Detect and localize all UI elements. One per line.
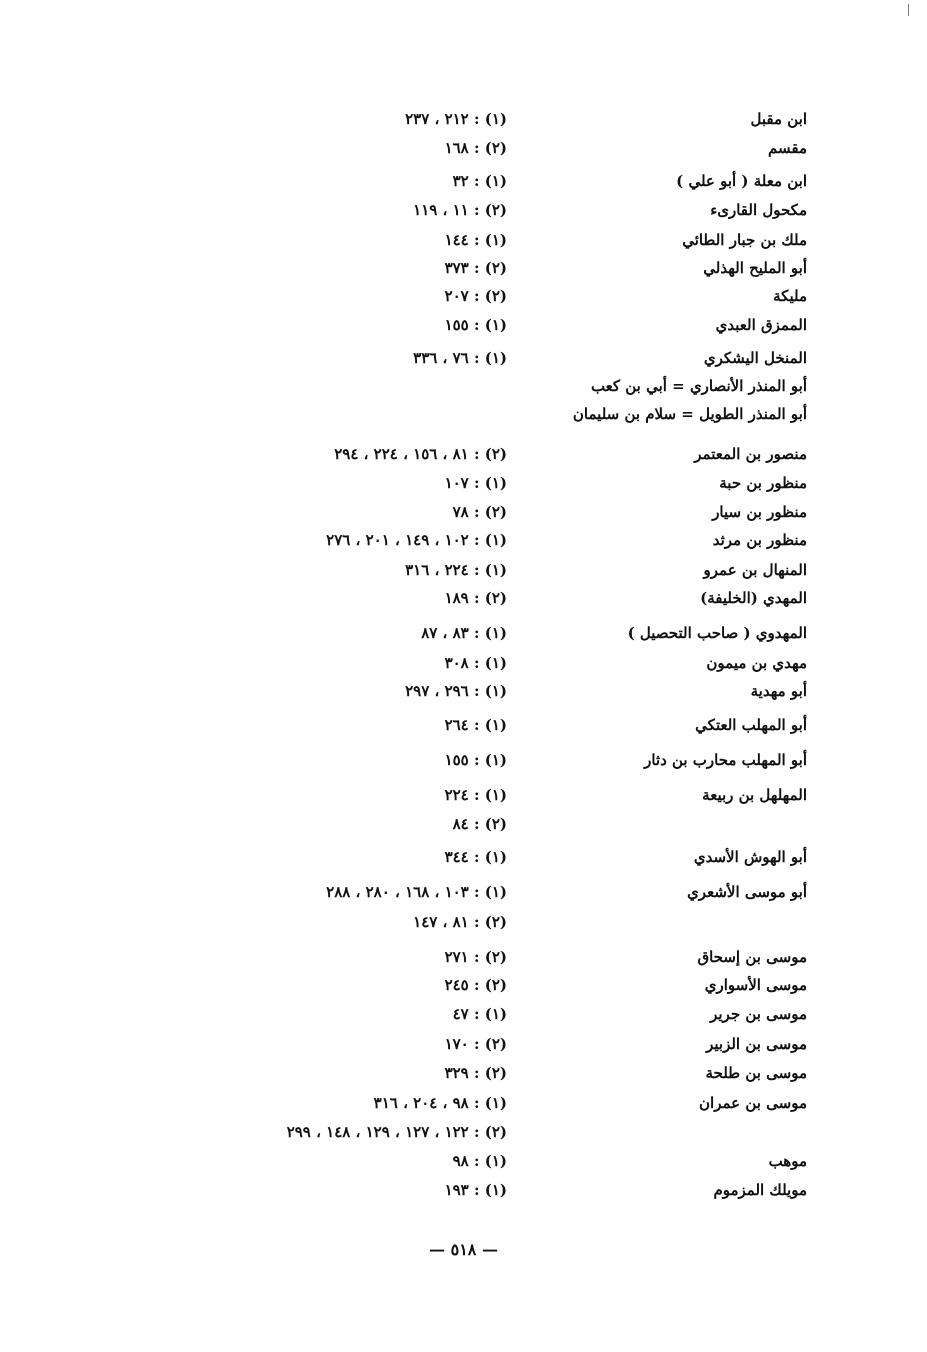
entry-refs: (١) : ١٩٣ (444, 1181, 507, 1199)
entry-refs: (٢) : ٢٧١ (444, 948, 507, 966)
index-entry (0, 712, 927, 738)
entry-name: المهدوي ( صاحب التحصيل ) (627, 624, 807, 642)
entry-refs: (٢) : ١٨٩ (444, 589, 507, 607)
entry-refs: (١) : ٩٨ ، ٢٠٤ ، ٣١٦ (373, 1094, 507, 1112)
index-entry (0, 678, 927, 704)
entry-name: المهدي (الخليفة) (700, 589, 807, 607)
entry-name: موهب (768, 1152, 807, 1170)
entry-name: أبو موسى الأشعري (687, 883, 807, 901)
entry-name: موسى بن طلحة (705, 1064, 807, 1082)
entry-refs: (١) : ٣٤٤ (444, 848, 507, 866)
entry-name: مهدي بن ميمون (706, 654, 807, 672)
entry-name: أبو المنذر الأنصاري = أبي بن كعب (590, 377, 807, 395)
entry-name: منظور بن سيار (712, 503, 807, 521)
entry-name: أبو المليح الهذلي (703, 259, 807, 277)
entry-refs: (٢) : ٨١ ، ١٤٧ (413, 913, 507, 931)
index-entry (0, 585, 927, 611)
index-entry (0, 1177, 927, 1203)
index-entry (0, 650, 927, 676)
index-entry (0, 373, 927, 399)
index-entry (0, 441, 927, 467)
index-entry (0, 557, 927, 583)
index-entry (0, 168, 927, 194)
entry-name: المهلهل بن ربيعة (702, 786, 807, 804)
entry-name: موسى بن الزبير (706, 1035, 807, 1053)
entry-refs: (١) : ٤٧ (452, 1005, 507, 1023)
entry-refs: (١) : ١٠٧ (444, 474, 507, 492)
index-entry (0, 106, 927, 132)
entry-name: منصور بن المعتمر (694, 445, 807, 463)
entry-refs: (١) : ٢٢٤ (444, 786, 507, 804)
entry-refs: (١) : ٢٩٦ ، ٢٩٧ (405, 682, 507, 700)
page-number: — ٥١٨ — (429, 1240, 498, 1259)
index-entry (0, 255, 927, 281)
index-entry (0, 1001, 927, 1027)
entry-refs: (٢) : ٣٢٩ (444, 1064, 507, 1082)
index-entry (0, 283, 927, 309)
entry-name: أبو المنذر الطويل = سلام بن سليمان (572, 405, 807, 423)
entry-refs: (١) : ١٠٢ ، ١٤٩ ، ٢٠١ ، ٢٧٦ (326, 531, 507, 549)
entry-name: أبو المهلب محارب بن دثار (644, 751, 807, 769)
entry-name: مليكة (773, 287, 807, 305)
entry-refs: (١) : ٩٨ (452, 1152, 507, 1170)
entry-name: مويلك المزموم (713, 1181, 807, 1199)
index-entry (0, 345, 927, 371)
index-entry (0, 620, 927, 646)
entry-refs: (١) : ١٥٥ (444, 751, 507, 769)
entry-refs: (١) : ١٤٤ (444, 231, 507, 249)
index-entry (0, 879, 927, 905)
index-entry (0, 470, 927, 496)
index-entry (0, 747, 927, 773)
index-entry (0, 401, 927, 427)
index-entry (0, 1031, 927, 1057)
entry-refs: (١) : ٣٠٨ (444, 654, 507, 672)
entry-refs: (٢) : ٣٧٣ (444, 259, 507, 277)
index-entry (0, 227, 927, 253)
entry-refs: (١) : ٢١٢ ، ٢٣٧ (405, 110, 507, 128)
index-entry (0, 1119, 927, 1145)
index-entry (0, 312, 927, 338)
index-entry (0, 135, 927, 161)
entry-refs: (٢) : ١٢٢ ، ١٢٧ ، ١٢٩ ، ١٤٨ ، ٢٩٩ (286, 1123, 507, 1141)
entry-name: منظور بن حبة (719, 474, 807, 492)
entry-name: ابن معلة ( أبو علي ) (676, 172, 807, 190)
entry-refs: (١) : ٣٢ (452, 172, 507, 190)
entry-refs: (١) : ١٥٥ (444, 316, 507, 334)
index-entry (0, 944, 927, 970)
entry-name: مكحول القارىء (710, 201, 807, 219)
entry-refs: (١) : ٢٦٤ (444, 716, 507, 734)
entry-refs: (٢) : ١١ ، ١١٩ (413, 201, 507, 219)
entry-refs: (٢) : ٧٨ (452, 503, 507, 521)
entry-name: موسى بن جرير (710, 1005, 807, 1023)
entry-name: أبو المهلب العتكي (695, 716, 807, 734)
index-entry (0, 1090, 927, 1116)
index-entry (0, 1148, 927, 1174)
entry-name: المنخل اليشكري (703, 349, 807, 367)
scan-mark (908, 4, 909, 16)
index-entry (0, 197, 927, 223)
entry-refs: (٢) : ٢٠٧ (444, 287, 507, 305)
index-entry (0, 909, 927, 935)
entry-name: المنهال بن عمرو (703, 561, 807, 579)
entry-refs: (٢) : ٢٤٥ (444, 976, 507, 994)
entry-name: ابن مقبل (750, 110, 807, 128)
entry-name: منظور بن مرثد (712, 531, 807, 549)
entry-name: الممزق العبدي (715, 316, 807, 334)
entry-refs: (٢) : ١٧٠ (444, 1035, 507, 1053)
entry-refs: (٢) : ٨٤ (452, 815, 507, 833)
entry-name: مقسم (768, 139, 807, 157)
index-entry (0, 782, 927, 808)
entry-name: موسى بن إسحاق (697, 948, 807, 966)
entry-refs: (١) : ٨٣ ، ٨٧ (421, 624, 507, 642)
entry-name: أبو الهوش الأسدي (693, 848, 807, 866)
entry-name: موسى بن عمران (699, 1094, 807, 1112)
entry-refs: (٢) : ٨١ ، ١٥٦ ، ٢٢٤ ، ٢٩٤ (334, 445, 507, 463)
entry-refs: (١) : ٢٢٤ ، ٣١٦ (405, 561, 507, 579)
entry-name: ملك بن جبار الطائي (682, 231, 807, 249)
entry-refs: (٢) : ١٦٨ (444, 139, 507, 157)
index-entry (0, 499, 927, 525)
entry-refs: (١) : ١٠٣ ، ١٦٨ ، ٢٨٠ ، ٢٨٨ (326, 883, 507, 901)
index-entry (0, 527, 927, 553)
index-entry (0, 972, 927, 998)
entry-refs: (١) : ٧٦ ، ٣٣٦ (413, 349, 507, 367)
index-entry (0, 844, 927, 870)
entry-name: أبو مهدية (750, 682, 807, 700)
index-entry (0, 1060, 927, 1086)
entry-name: موسى الأسواري (704, 976, 807, 994)
index-entry (0, 811, 927, 837)
